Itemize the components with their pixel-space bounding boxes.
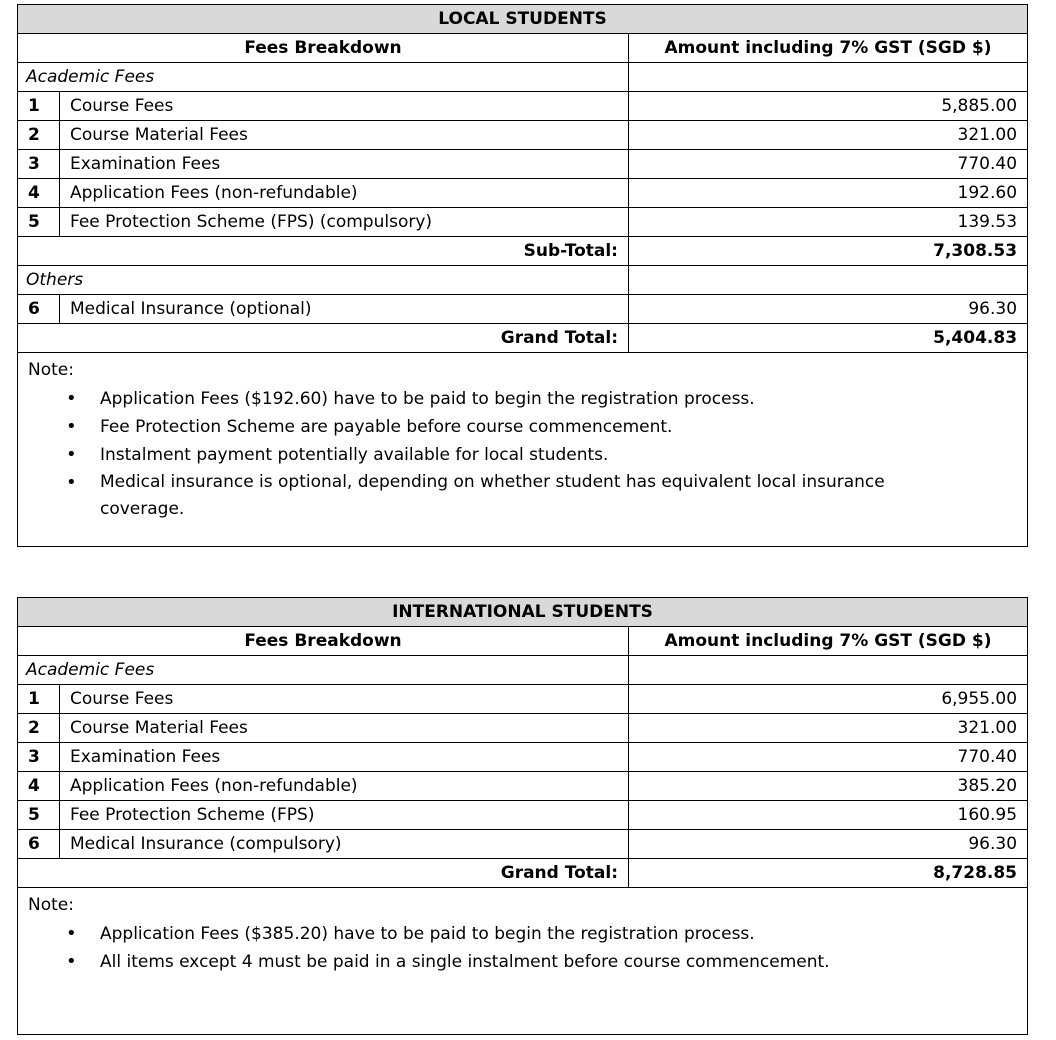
item-description: Course Fees xyxy=(60,685,629,714)
item-amount: 139.53 xyxy=(629,208,1028,237)
grand-total-row xyxy=(18,324,1028,353)
item-amount: 192.60 xyxy=(629,179,1028,208)
notes-list xyxy=(18,381,1027,523)
table-row xyxy=(18,121,1028,150)
column-header-amount: Amount including 7% GST (SGD $) xyxy=(629,34,1028,63)
subtotal-row xyxy=(18,237,1028,266)
item-description: Medical Insurance (compulsory) xyxy=(60,830,629,859)
item-description: Course Material Fees xyxy=(60,714,629,743)
section-label-others: Others xyxy=(18,266,629,295)
item-description: Fee Protection Scheme (FPS) xyxy=(60,801,629,830)
item-number: 1 xyxy=(18,92,60,121)
grand-total-row xyxy=(18,859,1028,888)
table-row xyxy=(18,714,1028,743)
grand-total-label: Grand Total: xyxy=(18,859,629,888)
table-row xyxy=(18,179,1028,208)
item-amount: 385.20 xyxy=(629,772,1028,801)
item-description: Application Fees (non-refundable) xyxy=(60,179,629,208)
item-amount: 321.00 xyxy=(629,121,1028,150)
item-description: Course Material Fees xyxy=(60,121,629,150)
item-number: 6 xyxy=(18,295,60,324)
empty-cell xyxy=(629,656,1028,685)
table-row xyxy=(18,830,1028,859)
table-row xyxy=(18,743,1028,772)
column-header-amount: Amount including 7% GST (SGD $) xyxy=(629,627,1028,656)
item-number: 6 xyxy=(18,830,60,859)
item-description: Examination Fees xyxy=(60,743,629,772)
item-description: Fee Protection Scheme (FPS) (compulsory) xyxy=(60,208,629,237)
table-row xyxy=(18,208,1028,237)
local-students-fees-table xyxy=(17,4,1027,547)
subtotal-label: Sub-Total: xyxy=(18,237,629,266)
note-label: Note: xyxy=(28,360,74,380)
notes-list xyxy=(18,916,1027,976)
table-row xyxy=(18,92,1028,121)
item-number: 1 xyxy=(18,685,60,714)
section-label-academic-fees: Academic Fees xyxy=(18,656,629,685)
table-title: LOCAL STUDENTS xyxy=(18,5,1028,34)
item-amount: 770.40 xyxy=(629,743,1028,772)
table-row xyxy=(18,801,1028,830)
item-number: 3 xyxy=(18,743,60,772)
item-number: 5 xyxy=(18,801,60,830)
item-number: 5 xyxy=(18,208,60,237)
item-amount: 96.30 xyxy=(629,830,1028,859)
item-amount: 321.00 xyxy=(629,714,1028,743)
table-row xyxy=(18,685,1028,714)
item-amount: 770.40 xyxy=(629,150,1028,179)
bullet-icon: • xyxy=(66,444,77,465)
section-label-academic-fees: Academic Fees xyxy=(18,63,629,92)
bullet-icon: • xyxy=(66,951,77,972)
notes-section xyxy=(18,888,1028,1035)
item-number: 2 xyxy=(18,121,60,150)
item-number: 2 xyxy=(18,714,60,743)
empty-cell xyxy=(629,63,1028,92)
table-title: INTERNATIONAL STUDENTS xyxy=(18,598,1028,627)
item-amount: 160.95 xyxy=(629,801,1028,830)
list-item: • Medical insurance is optional, depending on whether student has equivalent local insurance coverage. xyxy=(18,469,1027,523)
note-label: Note: xyxy=(28,895,74,915)
list-item: • Instalment payment potentially available for local students. xyxy=(18,441,1027,469)
item-amount: 6,955.00 xyxy=(629,685,1028,714)
grand-total-amount: 8,728.85 xyxy=(629,859,1028,888)
table-row xyxy=(18,772,1028,801)
bullet-icon: • xyxy=(66,388,77,409)
list-item: • Application Fees ($385.20) have to be paid to begin the registration process. xyxy=(18,920,1027,948)
column-header-fees-breakdown: Fees Breakdown xyxy=(18,627,629,656)
bullet-icon: • xyxy=(66,923,77,944)
bullet-icon: • xyxy=(66,472,77,493)
item-description: Application Fees (non-refundable) xyxy=(60,772,629,801)
table-row xyxy=(18,295,1028,324)
item-description: Course Fees xyxy=(60,92,629,121)
list-item: • All items except 4 must be paid in a single instalment before course commencement. xyxy=(18,948,1027,976)
item-description: Examination Fees xyxy=(60,150,629,179)
item-number: 4 xyxy=(18,179,60,208)
bullet-icon: • xyxy=(66,416,77,437)
item-description: Medical Insurance (optional) xyxy=(60,295,629,324)
international-students-fees-table xyxy=(17,597,1027,1035)
empty-cell xyxy=(629,266,1028,295)
column-header-fees-breakdown: Fees Breakdown xyxy=(18,34,629,63)
subtotal-amount: 7,308.53 xyxy=(629,237,1028,266)
item-number: 3 xyxy=(18,150,60,179)
item-amount: 5,885.00 xyxy=(629,92,1028,121)
list-item: • Application Fees ($192.60) have to be paid to begin the registration process. xyxy=(18,385,1027,413)
list-item: • Fee Protection Scheme are payable before course commencement. xyxy=(18,413,1027,441)
item-amount: 96.30 xyxy=(629,295,1028,324)
grand-total-amount: 5,404.83 xyxy=(629,324,1028,353)
table-row xyxy=(18,150,1028,179)
grand-total-label: Grand Total: xyxy=(18,324,629,353)
item-number: 4 xyxy=(18,772,60,801)
notes-section xyxy=(18,353,1028,547)
